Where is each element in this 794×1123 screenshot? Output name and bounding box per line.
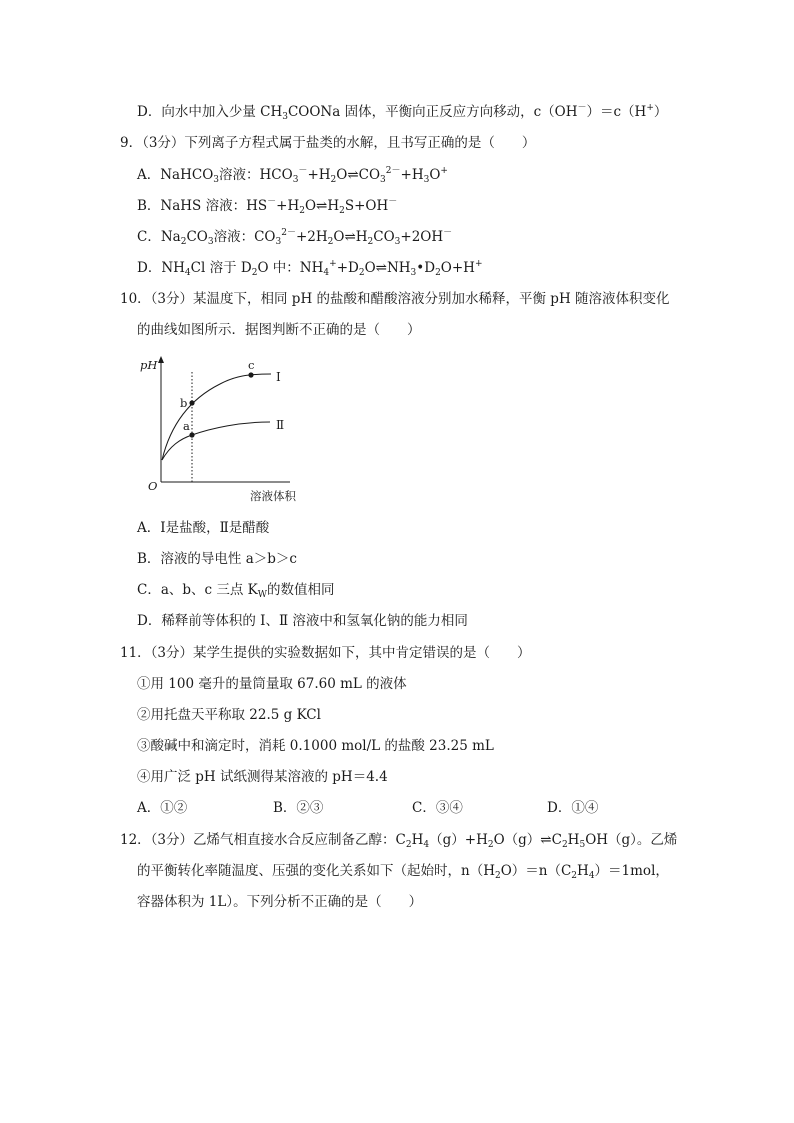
y-axis-arrow	[158, 356, 164, 363]
point-a-label: a	[183, 419, 190, 433]
q11-stem: 11．（3分）某学生提供的实验数据如下，其中肯定错误的是（ ）	[120, 645, 531, 661]
q9-option-d: D．$NH_4Cl$ 溶于 $D_2O$ 中：$NH_4^++D_2O\rightleftharpoons NH_3•D_2O+H^+$	[137, 259, 483, 278]
q9-stem: 9．（3分）下列离子方程式属于盐类的水解，且书写正确的是（ ）	[120, 135, 536, 151]
q10-option-a: A．Ⅰ是盐酸，Ⅱ是醋酸	[137, 520, 270, 536]
y-axis-label: pH	[140, 358, 158, 372]
q11-option-b: B．②③	[273, 800, 324, 816]
point-c-marker	[248, 372, 253, 377]
q10-stem-line1: 10．（3分）某温度下，相同 pH 的盐酸和醋酸溶液分别加水稀释，平衡 pH 随溶液体积变化	[120, 291, 670, 307]
q11-item-4: ④用广泛 pH 试纸测得某溶液的 pH＝4.4	[137, 769, 388, 785]
curve-ii	[162, 422, 270, 460]
q11-item-1: ①用 100 毫升的量筒量取 67.60 mL 的液体	[137, 676, 407, 692]
x-axis-label: 溶液体积	[250, 489, 296, 502]
q11-options	[137, 798, 657, 818]
point-c-label: c	[248, 358, 255, 372]
point-a-marker	[189, 432, 194, 437]
q10-stem-line2: 的曲线如图所示．据图判断不正确的是（ ）	[137, 322, 421, 338]
q11-item-3: ③酸碱中和滴定时，消耗 0.1000 mol/L 的盐酸 23.25 mL	[137, 738, 494, 754]
q8-option-d: D．向水中加入少量 $CH_3COONa$ 固体，平衡向正反应方向移动，c（OH－）＝c（H+）	[137, 103, 668, 122]
ph-dilution-graph	[140, 352, 300, 502]
q9-option-c: C．$Na_2CO_3$溶液：$CO_3^{2-}+2H_2O\rightleftharpoons H_2CO_3+2OH^-$	[137, 228, 453, 247]
q10-option-d: D．稀释前等体积的 Ⅰ、Ⅱ 溶液中和氢氧化钠的能力相同	[137, 613, 468, 629]
q12-stem-line2: 的平衡转化率随温度、压强的变化关系如下（起始时，$n(H_2O)=n(C_2H_4)=1mol$，	[137, 863, 669, 881]
q11-item-2: ②用托盘天平称取 22.5 g KCl	[137, 707, 321, 723]
q11-option-d: D．①④	[547, 800, 599, 816]
q9-option-b: B．NaHS 溶液：$HS^-+H_2O\rightleftharpoons H_2S+OH^-$	[137, 197, 398, 216]
q9-option-a: A．NaHCO$_3$溶液：$HCO_3^-+H_2O\rightleftharpoons CO_3^{2-}+H_3O^+$	[137, 166, 448, 185]
point-b-marker	[189, 400, 194, 405]
curve-i-label: Ⅰ	[276, 370, 281, 384]
q12-stem-line1: 12．（3分）乙烯气相直接水合反应制备乙醇：$C_2H_4(g)+H_2O(g)\rightleftharpoons C_2H_5OH(g)$。乙烯	[120, 832, 678, 850]
q11-option-a: A．①②	[137, 800, 188, 816]
curve-ii-label: Ⅱ	[276, 418, 285, 432]
q10-option-b: B．溶液的导电性 a＞b＞c	[137, 551, 297, 567]
q11-option-c: C．③④	[412, 800, 463, 816]
point-b-label: b	[180, 396, 188, 410]
curve-i	[162, 374, 271, 460]
q12-stem-line3: 容器体积为 1L）。下列分析不正确的是（ ）	[137, 894, 423, 910]
origin-label: O	[148, 479, 158, 493]
q10-option-c: C．a、b、c 三点 $K_W$的数值相同	[137, 582, 335, 600]
